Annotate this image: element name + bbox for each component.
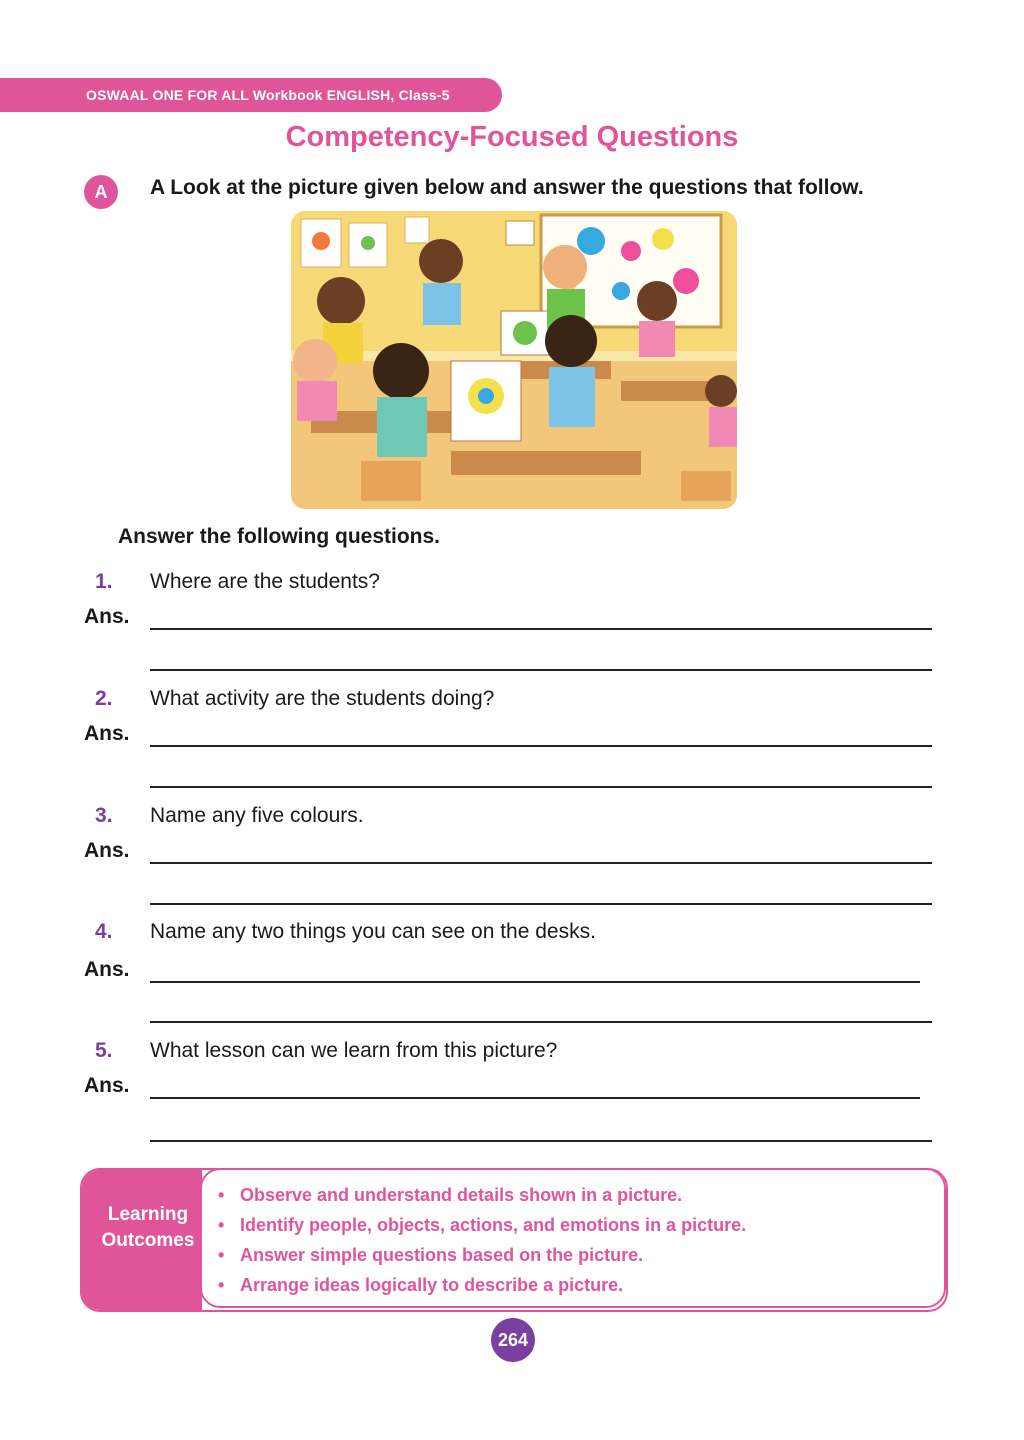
answer-label: Ans. (84, 839, 130, 862)
question-number: 4. (95, 920, 113, 943)
answer-line[interactable] (150, 981, 920, 983)
answer-line[interactable] (150, 669, 932, 671)
answer-label: Ans. (84, 605, 130, 628)
answer-label: Ans. (84, 722, 130, 745)
question-text: Where are the students? (150, 570, 380, 593)
learning-outcomes-label: Learning (107, 1204, 189, 1225)
question-text: What lesson can we learn from this picture? (150, 1039, 558, 1062)
page-title: Competency-Focused Questions (285, 121, 739, 153)
question-number: 5. (95, 1039, 113, 1062)
question-number: 2. (95, 687, 113, 710)
answer-label: Ans. (84, 958, 130, 981)
answer-label: Ans. (84, 1074, 130, 1097)
question-text: Name any five colours. (150, 804, 364, 827)
learning-outcomes-label: Outcomes (101, 1230, 195, 1251)
question-text: What activity are the students doing? (150, 687, 495, 710)
answer-line[interactable] (150, 903, 932, 905)
classroom-painting-illustration (291, 211, 737, 509)
answer-line[interactable] (150, 745, 932, 747)
answer-line[interactable] (150, 1021, 932, 1023)
book-title: OSWAAL ONE FOR ALL Workbook ENGLISH, Class-5 (86, 87, 450, 103)
question-number: 1. (95, 570, 113, 593)
section-badge: A (84, 175, 118, 209)
learning-outcomes-box (80, 1168, 948, 1312)
learning-outcome-item: • Identify people, objects, actions, and emotions in a picture. (218, 1210, 746, 1240)
question-number: 3. (95, 804, 113, 827)
questions-subheading: Answer the following questions. (118, 525, 441, 548)
learning-outcome-item: • Arrange ideas logically to describe a picture. (218, 1270, 746, 1300)
learning-outcomes-tab (82, 1170, 202, 1310)
question-text: Name any two things you can see on the desks. (150, 920, 596, 943)
answer-line[interactable] (150, 628, 932, 630)
answer-line[interactable] (150, 1140, 932, 1142)
answer-line[interactable] (150, 862, 932, 864)
learning-outcome-item: • Answer simple questions based on the picture. (218, 1240, 746, 1270)
answer-line[interactable] (150, 1097, 920, 1099)
page-number: 264 (491, 1318, 535, 1362)
section-instruction: A Look at the picture given below and answer the questions that follow. (150, 176, 864, 199)
learning-outcomes-list (218, 1180, 746, 1300)
learning-outcome-item: • Observe and understand details shown in a picture. (218, 1180, 746, 1210)
answer-line[interactable] (150, 786, 932, 788)
